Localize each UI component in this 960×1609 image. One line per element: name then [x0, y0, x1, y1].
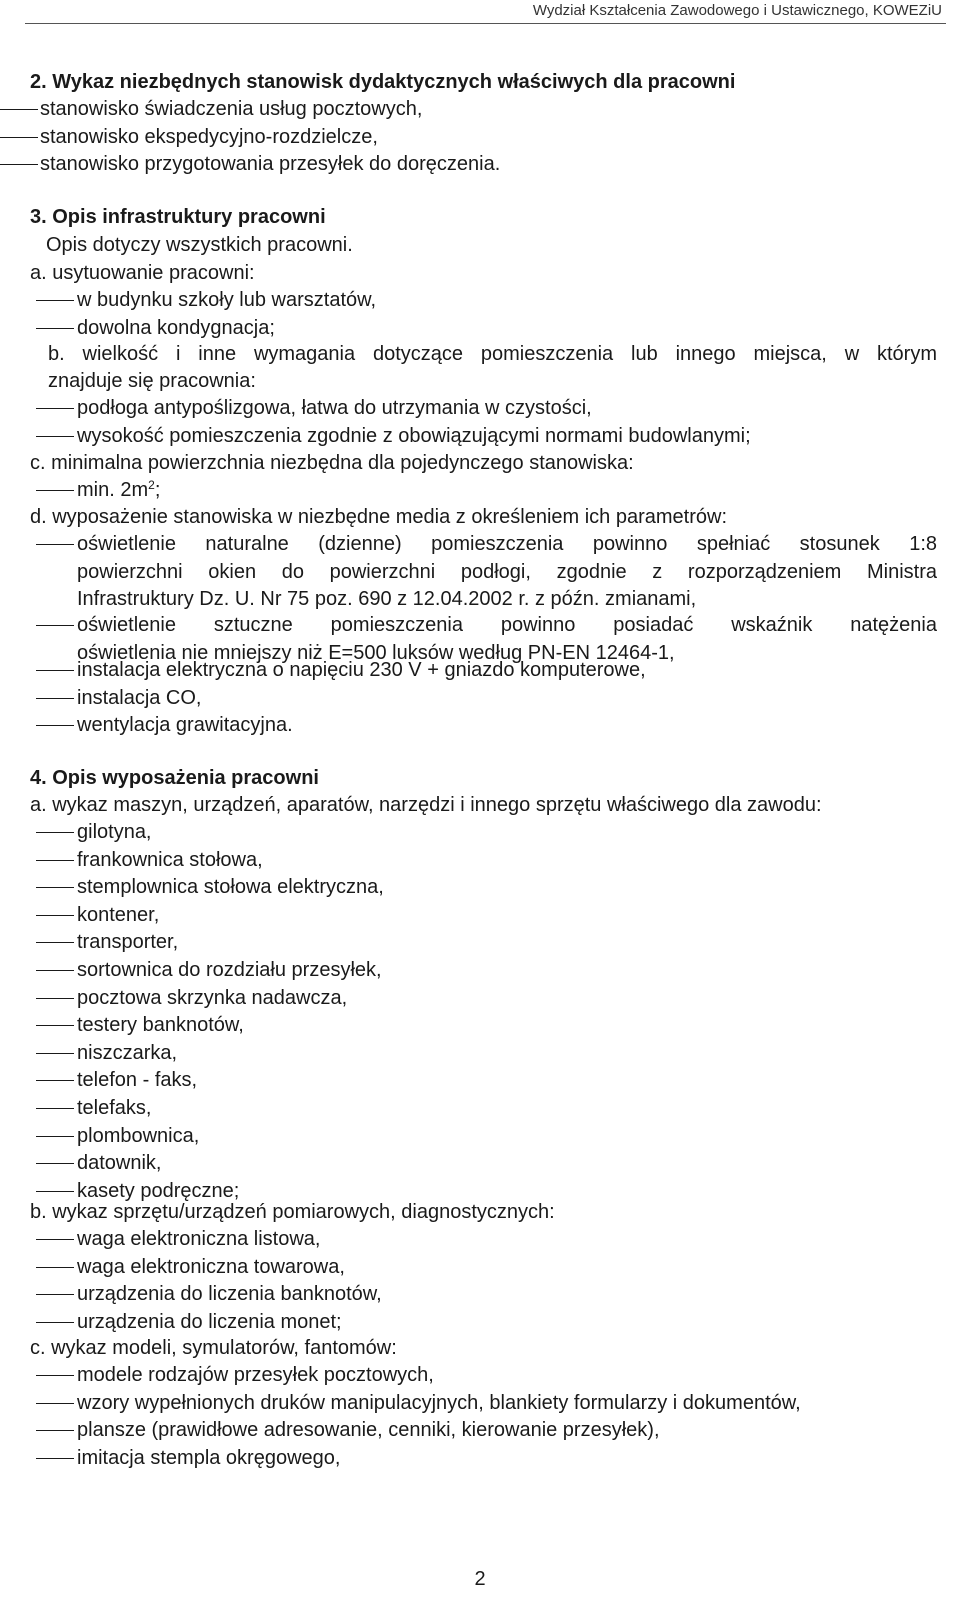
- bullet-dash: [36, 436, 74, 437]
- bullet-dash: [36, 1025, 74, 1026]
- list-item: testery banknotów,: [77, 1014, 244, 1037]
- list-item: stemplownica stołowa elektryczna,: [77, 876, 384, 899]
- bullet-dash: [36, 544, 74, 545]
- list-item: niszczarka,: [77, 1041, 178, 1064]
- section-3d-item2-line1: oświetlenie sztuczne pomieszczenia powinno posiadać wskaźnik natężenia: [77, 614, 937, 636]
- bullet-dash: [36, 698, 74, 699]
- list-item: gilotyna,: [77, 821, 152, 843]
- bullet-dash: [36, 832, 74, 833]
- section-3c-value: min. $2m^2$;: [77, 478, 161, 501]
- bullet-dash: [36, 1163, 74, 1164]
- section-3-note: Opis dotyczy wszystkich pracowni.: [46, 234, 353, 256]
- list-item: plombownica,: [77, 1124, 200, 1147]
- section-3d-item2-line2: oświetlenia nie mniejszy niż E=500 luksów według PN-EN 12464-1,: [77, 642, 675, 664]
- section-3b-line1: b. wielkość i inne wymagania dotyczące pomieszczenia lub innego miejsca, w którym: [48, 343, 937, 365]
- list-item: wzory wypełnionych druków manipulacyjnych, blankiety formularzy i dokumentów,: [77, 1391, 801, 1414]
- bullet-dash: [36, 887, 74, 888]
- header-rule: [25, 23, 946, 24]
- list-item: urządzenia do liczenia banknotów,: [77, 1283, 382, 1305]
- bullet-dash: [36, 300, 74, 301]
- bullet-dash: [36, 490, 74, 491]
- list-item: urządzenia do liczenia monet;: [77, 1310, 342, 1333]
- bullet-dash: [36, 408, 74, 409]
- bullet-dash: [36, 1375, 74, 1376]
- section-3d-item1-line2: powierzchni okien do powierzchni podłogi, zgodnie z rozporządzeniem Ministra: [77, 561, 937, 583]
- bullet-dash: [36, 1403, 74, 1404]
- list-item: podłoga antypoślizgowa, łatwa do utrzymania w czystości,: [77, 397, 592, 419]
- list-item: datownik,: [77, 1152, 162, 1175]
- list-item: instalacja CO,: [77, 686, 202, 709]
- list-item: modele rodzajów przesyłek pocztowych,: [77, 1364, 434, 1386]
- bullet-dash: [36, 1053, 74, 1054]
- section-3a-label: a. usytuowanie pracowni:: [30, 262, 255, 284]
- bullet-dash: [36, 942, 74, 943]
- bullet-dash: [36, 1267, 74, 1268]
- list-item: frankownica stołowa,: [77, 848, 263, 871]
- list-item: stanowisko ekspedycyjno-rozdzielcze,: [40, 125, 378, 148]
- section-4c-label: c. wykaz modeli, symulatorów, fantomów:: [30, 1337, 397, 1359]
- bullet-dash: [36, 1458, 74, 1459]
- bullet-dash: [36, 625, 74, 626]
- section-3-title: 3. Opis infrastruktury pracowni: [30, 206, 326, 228]
- bullet-dash: [36, 970, 74, 971]
- bullet-dash: [36, 1430, 74, 1431]
- bullet-dash: [36, 1239, 74, 1240]
- section-4a-label: a. wykaz maszyn, urządzeń, aparatów, narzędzi i innego sprzętu właściwego dla zawodu:: [30, 794, 822, 816]
- section-3c-label: c. minimalna powierzchnia niezbędna dla pojedynczego stanowiska:: [30, 452, 634, 474]
- bullet-dash: [36, 1322, 74, 1323]
- list-item: waga elektroniczna towarowa,: [77, 1255, 345, 1278]
- list-item: telefon - faks,: [77, 1069, 198, 1092]
- bullet-dash: [36, 670, 74, 671]
- section-3d-label: d. wyposażenie stanowiska w niezbędne media z określeniem ich parametrów:: [30, 506, 728, 528]
- section-3d-item1-line1: oświetlenie naturalne (dzienne) pomieszczenia powinno spełniać stosunek 1:8: [77, 533, 937, 555]
- list-item: pocztowa skrzynka nadawcza,: [77, 986, 348, 1009]
- bullet-dash: [36, 1108, 74, 1109]
- bullet-dash: [36, 725, 74, 726]
- list-item: telefaks,: [77, 1097, 152, 1119]
- bullet-dash: [36, 915, 74, 916]
- bullet-dash: [36, 1136, 74, 1137]
- list-item: imitacja stempla okręgowego,: [77, 1446, 341, 1469]
- section-2-title: 2. Wykaz niezbędnych stanowisk dydaktycznych właściwych dla pracowni: [30, 71, 736, 93]
- list-item: instalacja elektryczna o napięciu 230 V + gniazdo komputerowe,: [77, 659, 646, 681]
- bullet-dash: [36, 328, 74, 329]
- list-item: kasety podręczne;: [77, 1179, 240, 1202]
- bullet-dash: [36, 1191, 74, 1192]
- bullet-dash: [0, 109, 38, 110]
- section-3d-item1-line3: Infrastruktury Dz. U. Nr 75 poz. 690 z 12.04.2002 r. z późn. zmianami,: [77, 588, 697, 610]
- list-item: wysokość pomieszczenia zgodnie z obowiązującymi normami budowlanymi;: [77, 424, 751, 447]
- list-item: wentylacja grawitacyjna.: [77, 714, 293, 736]
- page-number: 2: [474, 1568, 486, 1590]
- list-item: transporter,: [77, 931, 179, 954]
- header-title: Wydział Kształcenia Zawodowego i Ustawicznego, KOWEZiU: [532, 2, 942, 19]
- page-header: [0, 0, 960, 28]
- list-item: stanowisko świadczenia usług pocztowych,: [40, 98, 423, 120]
- list-item: kontener,: [77, 903, 160, 926]
- section-4b-label: b. wykaz sprzętu/urządzeń pomiarowych, diagnostycznych:: [30, 1201, 555, 1223]
- bullet-dash: [0, 164, 38, 165]
- bullet-dash: [36, 860, 74, 861]
- list-item: w budynku szkoły lub warsztatów,: [77, 289, 377, 311]
- list-item: sortownica do rozdziału przesyłek,: [77, 959, 382, 981]
- section-4-title: 4. Opis wyposażenia pracowni: [30, 767, 319, 789]
- list-item: waga elektroniczna listowa,: [77, 1228, 321, 1250]
- list-item: stanowisko przygotowania przesyłek do doręczenia.: [40, 153, 501, 175]
- list-item: dowolna kondygnacja;: [77, 316, 275, 339]
- list-item: plansze (prawidłowe adresowanie, cenniki, kierowanie przesyłek),: [77, 1419, 660, 1441]
- section-3b-line2: znajduje się pracownia:: [48, 370, 256, 392]
- bullet-dash: [36, 1080, 74, 1081]
- bullet-dash: [36, 1294, 74, 1295]
- bullet-dash: [36, 998, 74, 999]
- bullet-dash: [0, 137, 38, 138]
